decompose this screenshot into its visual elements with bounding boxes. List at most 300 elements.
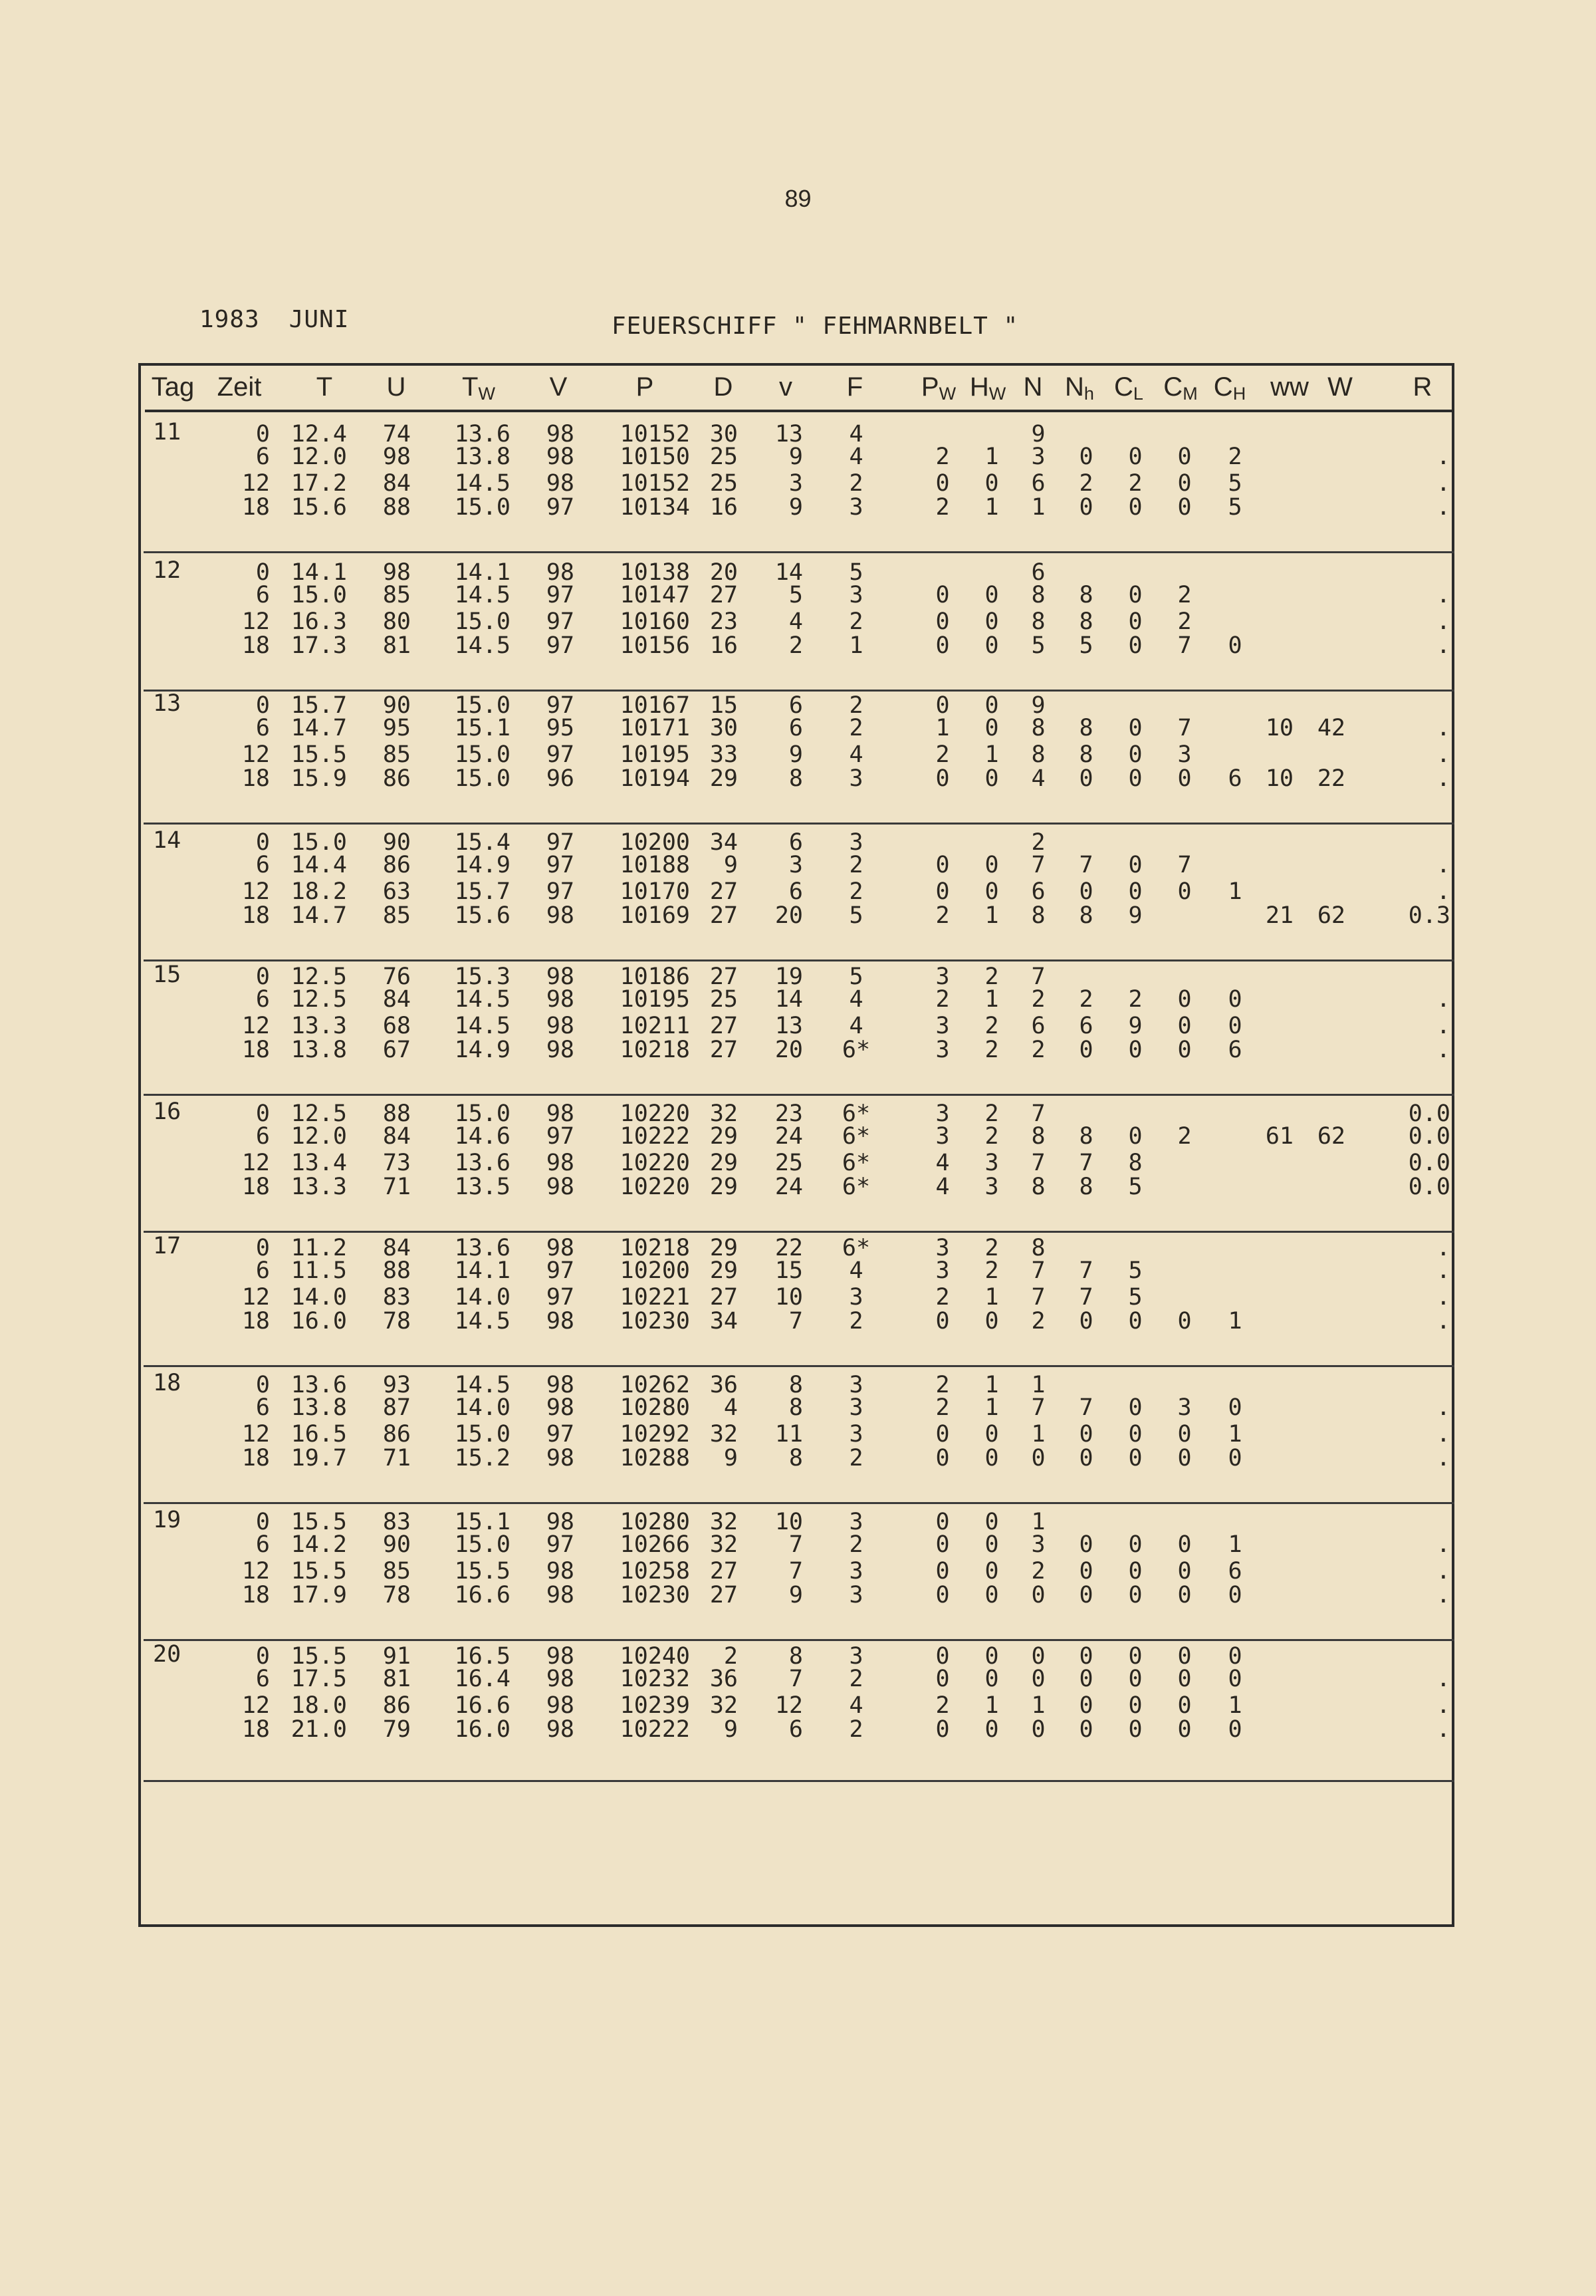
- cell-pw: 4: [935, 1150, 950, 1176]
- cell-r: .: [1436, 632, 1450, 659]
- cell-n: 6: [1031, 878, 1046, 905]
- cell-r: .: [1436, 1531, 1450, 1558]
- cell-cl: 0: [1128, 1666, 1143, 1692]
- cell-v: 24: [774, 1174, 803, 1200]
- day-block-13: [144, 688, 1454, 825]
- cell-tw: 13.8: [454, 444, 511, 470]
- cell-tw: 14.5: [454, 582, 511, 608]
- cell-zeit: 12: [241, 741, 270, 768]
- cell-u: 67: [382, 1037, 411, 1063]
- cell-u: 68: [382, 1013, 411, 1039]
- day-label: 14: [153, 827, 181, 854]
- cell-hw: 0: [984, 470, 999, 497]
- cell-d: 36: [709, 1372, 738, 1398]
- cell-hw: 3: [984, 1174, 999, 1200]
- cell-n: 2: [1031, 1308, 1046, 1335]
- cell-f: 4: [849, 1692, 863, 1719]
- column-header-d: D: [713, 372, 733, 402]
- cell-hw: 0: [984, 1716, 999, 1743]
- cell-v: 98: [546, 1716, 574, 1743]
- cell-p: 10147: [620, 582, 690, 608]
- cell-cl: 9: [1128, 902, 1143, 929]
- cell-v: 9: [788, 741, 803, 768]
- cell-t: 19.7: [290, 1445, 347, 1471]
- cell-v: 98: [546, 1150, 574, 1176]
- cell-u: 81: [382, 1666, 411, 1692]
- cell-tw: 14.0: [454, 1394, 511, 1421]
- column-header-pw: $P_W$: [921, 372, 957, 404]
- cell-n: 9: [1031, 421, 1046, 447]
- cell-tw: 14.5: [454, 1308, 511, 1335]
- cell-cl: 0: [1128, 1394, 1143, 1421]
- cell-n: 1: [1031, 494, 1046, 521]
- cell-f: 1: [849, 632, 863, 659]
- cell-n: 7: [1031, 963, 1046, 990]
- cell-ch: 1: [1228, 1531, 1242, 1558]
- cell-r: .: [1436, 1666, 1450, 1692]
- cell-tw: 16.6: [454, 1582, 511, 1608]
- cell-cl: 0: [1128, 1643, 1143, 1670]
- cell-tw: 14.1: [454, 559, 511, 586]
- cell-zeit: 12: [241, 1692, 270, 1719]
- cell-n: 3: [1031, 1531, 1046, 1558]
- cell-v: 15: [774, 1257, 803, 1284]
- cell-v: 97: [546, 1123, 574, 1150]
- cell-t: 14.0: [290, 1284, 347, 1311]
- cell-zeit: 6: [255, 986, 270, 1013]
- table-row: [144, 1037, 1454, 1063]
- cell-v: 98: [546, 1558, 574, 1585]
- cell-hw: 0: [984, 1308, 999, 1335]
- cell-zeit: 12: [241, 1284, 270, 1311]
- cell-ch: 1: [1228, 1308, 1242, 1335]
- cell-pw: 0: [935, 1421, 950, 1448]
- cell-t: 13.8: [290, 1037, 347, 1063]
- cell-cl: 0: [1128, 1037, 1143, 1063]
- cell-v: 3: [788, 852, 803, 878]
- cell-f: 6*: [842, 1100, 871, 1127]
- cell-pw: 0: [935, 1558, 950, 1585]
- cell-zeit: 0: [255, 1372, 270, 1398]
- cell-cl: 0: [1128, 582, 1143, 608]
- cell-p: 10160: [620, 608, 690, 635]
- cell-pw: 1: [935, 715, 950, 741]
- cell-hw: 2: [984, 1037, 999, 1063]
- header-month: JUNI: [288, 306, 350, 333]
- cell-d: 29: [709, 1123, 738, 1150]
- cell-n: 0: [1031, 1445, 1046, 1471]
- cell-hw: 1: [984, 1394, 999, 1421]
- cell-t: 13.8: [290, 1394, 347, 1421]
- cell-cl: 0: [1128, 765, 1143, 792]
- cell-d: 29: [709, 1174, 738, 1200]
- cell-v: 98: [546, 1308, 574, 1335]
- cell-p: 10194: [620, 765, 690, 792]
- cell-ch: 6: [1228, 765, 1242, 792]
- cell-tw: 15.4: [454, 829, 511, 856]
- cell-v: 98: [546, 559, 574, 586]
- cell-v: 10: [774, 1284, 803, 1311]
- cell-t: 12.5: [290, 986, 347, 1013]
- cell-v: 22: [774, 1235, 803, 1261]
- cell-cl: 0: [1128, 878, 1143, 905]
- cell-u: 86: [382, 1421, 411, 1448]
- cell-cm: 0: [1177, 1666, 1192, 1692]
- cell-zeit: 0: [255, 963, 270, 990]
- cell-cl: 8: [1128, 1150, 1143, 1176]
- cell-p: 10134: [620, 494, 690, 521]
- cell-d: 27: [709, 1582, 738, 1608]
- cell-p: 10156: [620, 632, 690, 659]
- cell-cm: 7: [1177, 852, 1192, 878]
- cell-hw: 0: [984, 692, 999, 719]
- table-row: [144, 1285, 1454, 1310]
- cell-tw: 14.5: [454, 632, 511, 659]
- cell-tw: 13.6: [454, 1235, 511, 1261]
- cell-zeit: 6: [255, 852, 270, 878]
- cell-hw: 1: [984, 741, 999, 768]
- cell-hw: 1: [984, 902, 999, 929]
- cell-u: 84: [382, 1235, 411, 1261]
- table-header-row: [145, 364, 1452, 412]
- cell-r: .: [1436, 470, 1450, 497]
- cell-v: 8: [788, 765, 803, 792]
- cell-cm: 3: [1177, 1394, 1192, 1421]
- cell-nh: 8: [1079, 741, 1093, 768]
- cell-u: 98: [382, 444, 411, 470]
- cell-zeit: 18: [241, 632, 270, 659]
- cell-f: 5: [849, 902, 863, 929]
- cell-n: 8: [1031, 1123, 1046, 1150]
- cell-v: 9: [788, 494, 803, 521]
- cell-t: 17.3: [290, 632, 347, 659]
- cell-tw: 15.1: [454, 715, 511, 741]
- cell-r: 0.3: [1408, 902, 1450, 929]
- cell-r: .: [1436, 1037, 1450, 1063]
- cell-cm: 0: [1177, 1037, 1192, 1063]
- cell-v: 98: [546, 421, 574, 447]
- cell-d: 32: [709, 1531, 738, 1558]
- table-row: [144, 1583, 1454, 1608]
- cell-hw: 0: [984, 1666, 999, 1692]
- cell-t: 14.7: [290, 902, 347, 929]
- cell-t: 12.5: [290, 963, 347, 990]
- cell-hw: 1: [984, 444, 999, 470]
- cell-tw: 14.5: [454, 1013, 511, 1039]
- cell-v: 6: [788, 829, 803, 856]
- cell-zeit: 18: [241, 494, 270, 521]
- cell-f: 4: [849, 986, 863, 1013]
- cell-d: 32: [709, 1100, 738, 1127]
- cell-f: 6*: [842, 1235, 871, 1261]
- cell-r: .: [1436, 1692, 1450, 1719]
- cell-f: 3: [849, 765, 863, 792]
- cell-ch: 0: [1228, 1666, 1242, 1692]
- cell-ch: 6: [1228, 1558, 1242, 1585]
- cell-nh: 2: [1079, 986, 1093, 1013]
- cell-tw: 15.6: [454, 902, 511, 929]
- day-label: 11: [153, 419, 181, 446]
- cell-tw: 15.0: [454, 765, 511, 792]
- cell-r: .: [1436, 1716, 1450, 1743]
- cell-cl: 0: [1128, 1716, 1143, 1743]
- cell-r: .: [1436, 1013, 1450, 1039]
- cell-r: .: [1436, 1284, 1450, 1311]
- cell-v: 7: [788, 1558, 803, 1585]
- cell-cm: 0: [1177, 444, 1192, 470]
- cell-p: 10222: [620, 1123, 690, 1150]
- cell-v: 97: [546, 494, 574, 521]
- cell-d: 30: [709, 421, 738, 447]
- day-block-17: [144, 1230, 1454, 1367]
- cell-nh: 0: [1079, 494, 1093, 521]
- cell-v: 98: [546, 1582, 574, 1608]
- cell-u: 86: [382, 1692, 411, 1719]
- cell-cl: 2: [1128, 470, 1143, 497]
- cell-n: 8: [1031, 902, 1046, 929]
- table-row: [144, 987, 1454, 1012]
- cell-zeit: 12: [241, 1558, 270, 1585]
- cell-n: 8: [1031, 1235, 1046, 1261]
- cell-t: 12.0: [290, 444, 347, 470]
- cell-p: 10220: [620, 1100, 690, 1127]
- cell-u: 90: [382, 692, 411, 719]
- cell-pw: 2: [935, 1284, 950, 1311]
- cell-ch: 1: [1228, 1692, 1242, 1719]
- cell-nh: 8: [1079, 1174, 1093, 1200]
- cell-v: 4: [788, 608, 803, 635]
- cell-zeit: 18: [241, 902, 270, 929]
- cell-d: 34: [709, 829, 738, 856]
- cell-u: 86: [382, 852, 411, 878]
- header-year: 1983: [199, 306, 260, 333]
- table-row: [144, 1124, 1454, 1149]
- cell-v: 98: [546, 470, 574, 497]
- cell-v: 6: [788, 692, 803, 719]
- cell-p: 10218: [620, 1037, 690, 1063]
- cell-f: 5: [849, 963, 863, 990]
- cell-n: 3: [1031, 444, 1046, 470]
- cell-p: 10232: [620, 1666, 690, 1692]
- table-row: [144, 1666, 1454, 1692]
- cell-p: 10167: [620, 692, 690, 719]
- cell-hw: 0: [984, 1643, 999, 1670]
- column-header-v: v: [779, 372, 792, 402]
- cell-r: 0.0: [1408, 1100, 1450, 1127]
- cell-tw: 14.9: [454, 852, 511, 878]
- cell-u: 85: [382, 582, 411, 608]
- cell-f: 2: [849, 852, 863, 878]
- cell-nh: 2: [1079, 470, 1093, 497]
- cell-f: 3: [849, 1582, 863, 1608]
- cell-u: 80: [382, 608, 411, 635]
- cell-ch: 0: [1228, 1643, 1242, 1670]
- cell-v: 3: [788, 470, 803, 497]
- table-row: [144, 1013, 1454, 1039]
- cell-zeit: 6: [255, 1666, 270, 1692]
- cell-tw: 16.5: [454, 1643, 511, 1670]
- cell-f: 6*: [842, 1174, 871, 1200]
- cell-hw: 0: [984, 878, 999, 905]
- cell-cm: 2: [1177, 582, 1192, 608]
- cell-hw: 0: [984, 1509, 999, 1535]
- cell-v: 6: [788, 715, 803, 741]
- cell-v: 98: [546, 1174, 574, 1200]
- cell-n: 0: [1031, 1643, 1046, 1670]
- cell-zeit: 6: [255, 1257, 270, 1284]
- cell-t: 16.3: [290, 608, 347, 635]
- cell-n: 2: [1031, 986, 1046, 1013]
- cell-tw: 14.9: [454, 1037, 511, 1063]
- cell-zeit: 6: [255, 715, 270, 741]
- cell-hw: 0: [984, 852, 999, 878]
- cell-d: 27: [709, 582, 738, 608]
- cell-cm: 0: [1177, 1308, 1192, 1335]
- cell-u: 78: [382, 1582, 411, 1608]
- cell-f: 6*: [842, 1150, 871, 1176]
- cell-n: 4: [1031, 765, 1046, 792]
- cell-u: 81: [382, 632, 411, 659]
- cell-cm: 0: [1177, 494, 1192, 521]
- cell-d: 29: [709, 1150, 738, 1176]
- cell-v: 97: [546, 878, 574, 905]
- cell-d: 9: [723, 1445, 738, 1471]
- cell-ch: 1: [1228, 1421, 1242, 1448]
- cell-zeit: 18: [241, 1037, 270, 1063]
- cell-tw: 13.6: [454, 1150, 511, 1176]
- cell-ww: 61: [1265, 1123, 1294, 1150]
- cell-zeit: 0: [255, 1235, 270, 1261]
- day-label: 17: [153, 1233, 181, 1259]
- cell-t: 15.6: [290, 494, 347, 521]
- cell-t: 12.5: [290, 1100, 347, 1127]
- cell-pw: 2: [935, 494, 950, 521]
- cell-d: 4: [723, 1394, 738, 1421]
- column-header-cm: $C_M$: [1163, 372, 1198, 404]
- cell-cm: 2: [1177, 1123, 1192, 1150]
- table-row: [144, 879, 1454, 904]
- cell-f: 2: [849, 1666, 863, 1692]
- cell-hw: 2: [984, 1013, 999, 1039]
- cell-t: 14.7: [290, 715, 347, 741]
- cell-tw: 15.0: [454, 1531, 511, 1558]
- cell-v: 6: [788, 878, 803, 905]
- cell-n: 6: [1031, 559, 1046, 586]
- cell-nh: 0: [1079, 1531, 1093, 1558]
- cell-hw: 0: [984, 765, 999, 792]
- cell-d: 23: [709, 608, 738, 635]
- cell-hw: 0: [984, 582, 999, 608]
- cell-hw: 0: [984, 1582, 999, 1608]
- cell-p: 10200: [620, 829, 690, 856]
- table-row: [144, 1395, 1454, 1420]
- cell-v: 8: [788, 1394, 803, 1421]
- cell-p: 10171: [620, 715, 690, 741]
- day-block-11: [144, 416, 1454, 553]
- cell-hw: 1: [984, 1284, 999, 1311]
- cell-u: 71: [382, 1174, 411, 1200]
- cell-p: 10188: [620, 852, 690, 878]
- cell-pw: 0: [935, 1509, 950, 1535]
- cell-tw: 14.1: [454, 1257, 511, 1284]
- page-number: 89: [784, 185, 812, 212]
- cell-v: 9: [788, 1582, 803, 1608]
- cell-r: .: [1436, 986, 1450, 1013]
- cell-cm: 0: [1177, 1421, 1192, 1448]
- cell-zeit: 12: [241, 1013, 270, 1039]
- cell-pw: 4: [935, 1174, 950, 1200]
- cell-pw: 3: [935, 1013, 950, 1039]
- cell-pw: 2: [935, 1394, 950, 1421]
- day-label: 12: [153, 557, 181, 584]
- cell-tw: 16.6: [454, 1692, 511, 1719]
- cell-zeit: 18: [241, 1582, 270, 1608]
- cell-r: .: [1436, 1257, 1450, 1284]
- cell-f: 4: [849, 421, 863, 447]
- cell-hw: 1: [984, 494, 999, 521]
- cell-f: 2: [849, 1308, 863, 1335]
- cell-n: 8: [1031, 608, 1046, 635]
- cell-nh: 8: [1079, 902, 1093, 929]
- cell-tw: 15.0: [454, 741, 511, 768]
- cell-f: 2: [849, 608, 863, 635]
- cell-t: 14.1: [290, 559, 347, 586]
- cell-p: 10200: [620, 1257, 690, 1284]
- cell-u: 90: [382, 1531, 411, 1558]
- cell-v: 98: [546, 963, 574, 990]
- cell-u: 86: [382, 765, 411, 792]
- cell-zeit: 0: [255, 692, 270, 719]
- cell-cl: 5: [1128, 1174, 1143, 1200]
- cell-zeit: 12: [241, 608, 270, 635]
- column-header-v: V: [549, 372, 568, 402]
- cell-cm: 0: [1177, 1013, 1192, 1039]
- cell-u: 84: [382, 986, 411, 1013]
- cell-t: 14.4: [290, 852, 347, 878]
- cell-tw: 16.4: [454, 1666, 511, 1692]
- cell-d: 32: [709, 1692, 738, 1719]
- cell-w: 62: [1317, 1123, 1345, 1150]
- cell-pw: 3: [935, 1037, 950, 1063]
- cell-pw: 3: [935, 1100, 950, 1127]
- cell-t: 15.5: [290, 1643, 347, 1670]
- cell-zeit: 12: [241, 1150, 270, 1176]
- cell-cm: 7: [1177, 715, 1192, 741]
- cell-n: 0: [1031, 1716, 1046, 1743]
- cell-n: 7: [1031, 1257, 1046, 1284]
- cell-nh: 0: [1079, 1037, 1093, 1063]
- cell-tw: 15.5: [454, 1558, 511, 1585]
- cell-pw: 0: [935, 470, 950, 497]
- cell-t: 14.2: [290, 1531, 347, 1558]
- cell-ch: 6: [1228, 1037, 1242, 1063]
- cell-cl: 0: [1128, 1421, 1143, 1448]
- cell-hw: 2: [984, 1123, 999, 1150]
- cell-r: .: [1436, 878, 1450, 905]
- cell-f: 3: [849, 829, 863, 856]
- cell-cl: 5: [1128, 1284, 1143, 1311]
- cell-hw: 0: [984, 715, 999, 741]
- cell-u: 85: [382, 1558, 411, 1585]
- cell-f: 6*: [842, 1037, 871, 1063]
- cell-zeit: 6: [255, 1531, 270, 1558]
- cell-cl: 0: [1128, 1445, 1143, 1471]
- cell-d: 27: [709, 878, 738, 905]
- cell-nh: 8: [1079, 1123, 1093, 1150]
- cell-n: 9: [1031, 692, 1046, 719]
- cell-u: 84: [382, 470, 411, 497]
- cell-cl: 0: [1128, 1531, 1143, 1558]
